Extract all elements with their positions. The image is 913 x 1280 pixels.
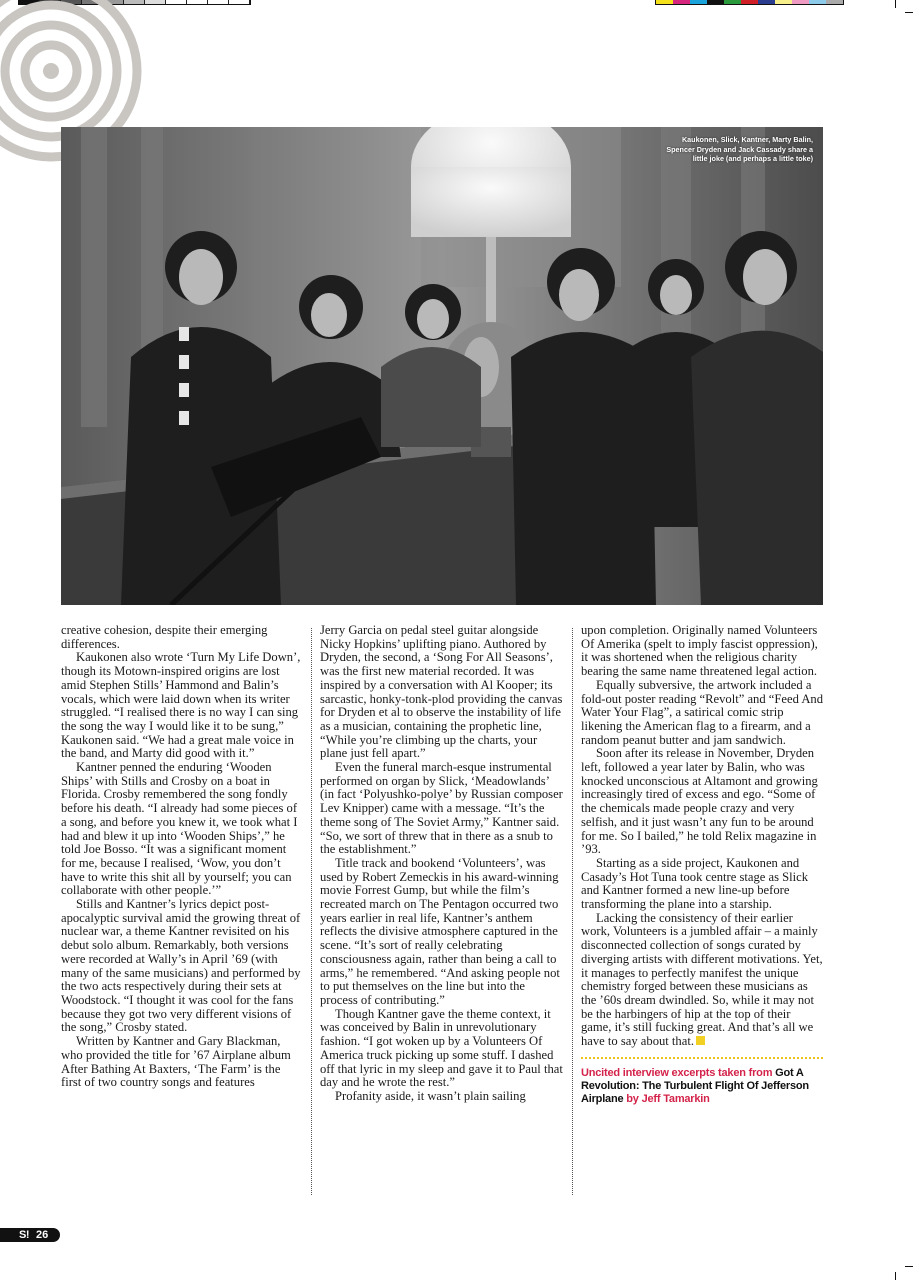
paragraph: Soon after its release in November, Dryden left, followed a year later by Balin, who was knocked unconscious at Altamont and growing increasingly tired of excess and ego. “Some of the chemicals made people crazy and very selfish, and it just wasn’t any fun to be around for me. So I bailed,” he told Relix magazine in ’93. bbox=[581, 746, 818, 857]
paragraph: Kantner penned the enduring ‘Wooden Ships’ with Stills and Crosby on a boat in Florida. Crosby remembered the song fondly before his death. “I already had some pieces of a song, and before you knew it, we took what I had and blew it up into ‘Wooden Ships’,” he told Joe Bosso. “It was a significant moment for me, because I realised, ‘Wow, you don’t have to write this shit all by yourself; you can collaborate with other people.’” bbox=[61, 760, 298, 898]
article-column-2 bbox=[320, 624, 563, 1104]
paragraph: upon completion. Originally named Volunteers Of Amerika (spelt to imply fascist oppression), it was shortened when the religious charity bearing the same name threatened legal action. bbox=[581, 623, 818, 679]
page-folio bbox=[0, 1228, 60, 1242]
band-photo bbox=[61, 127, 823, 605]
crop-mark bbox=[895, 1272, 896, 1280]
column-divider bbox=[311, 628, 312, 1195]
paragraph: Starting as a side project, Kaukonen and Casady’s Hot Tuna took centre stage as Slick and Kantner formed a new line-up before transforming the plane into a starship. bbox=[581, 855, 809, 912]
paragraph: Kaukonen also wrote ‘Turn My Life Down’, though its Motown-inspired origins are lost amid Stephen Stills’ Hammond and Balin’s vocals, which were laid down when its writer struggled. “I realised there is no way I can sing the song the way I would like it to be sung,” Kaukonen said. “We had a great male voice in the band, and Marty did good with it.” bbox=[61, 650, 301, 761]
crop-mark bbox=[905, 12, 913, 13]
source-credit bbox=[581, 1067, 823, 1106]
credit-author: by Jeff Tamarkin bbox=[626, 1092, 710, 1105]
crop-mark bbox=[895, 0, 896, 8]
magazine-logo: S! bbox=[19, 1229, 29, 1241]
paragraph: Title track and bookend ‘Volunteers’, was used by Robert Zemeckis in his award-winning movie Forrest Gump, but while the film’s recreated march on The Pentagon occurred two years earlier in real life, Kantner’s anthem reflects the divisive atmosphere captured in the scene. “It’s sort of really celebrating consciousness again, rather than being a call to arms,” he remembered. “And asking people not to put themselves on the line but into the process of contributing.” bbox=[320, 855, 560, 1007]
paragraph: Though Kantner gave the theme context, it was conceived by Balin in unrevolutionary fashion. “I got woken up by a Volunteers Of America truck picking up some stuff. I dashed off that lyric in my sleep and gave it to Paul that day and he wrote the rest.” bbox=[320, 1006, 563, 1090]
band-photo-illustration bbox=[61, 127, 823, 605]
paragraph: Lacking the consistency of their earlier work, Volunteers is a jumbled affair – a mainly disconnected collection of songs curated by diverging artists with different motivations. Yet, it manages to perfectly manifest the unique chemistry forged between these musicians as the ’60s dream dwindled. So, while it may not be the harbingers of hip at the top of their game, it’s still fucking great. And that’s all we have to say about that. bbox=[581, 910, 823, 1049]
paragraph: Profanity aside, it wasn’t plain sailing bbox=[335, 1088, 526, 1103]
dotted-rule bbox=[581, 1057, 823, 1059]
paragraph: creative cohesion, despite their emerging differences. bbox=[61, 623, 268, 651]
paragraph: Written by Kantner and Gary Blackman, who provided the title for ’67 Airplane album After Bathing At Baxters, ‘The Farm’ is the first of two country songs and features bbox=[61, 1034, 291, 1090]
credit-book-title: Got A Revolution: The Turbulent Flight Of Jefferson Airplane bbox=[581, 1066, 809, 1105]
print-color-bar bbox=[655, 0, 844, 5]
column-divider bbox=[572, 628, 573, 1195]
article-column-1 bbox=[61, 624, 301, 1090]
article-column-3 bbox=[581, 624, 823, 1106]
crop-mark bbox=[905, 1266, 913, 1267]
paragraph: Stills and Kantner’s lyrics depict post-apocalyptic survival amid the growing threat of nuclear war, a theme Kantner revisited on his debut solo album. Remarkably, both versions were recorded at Wally’s in April ’69 (with many of the same musicians) and performed by the two acts respectively during their sets at Woodstock. “I thought it was cool for the fans because they got two very different visions of the song,” Crosby stated. bbox=[61, 897, 301, 1035]
paragraph: Equally subversive, the artwork included a fold-out poster reading “Revolt” and “Feed And Water Your Flag”, a satirical comic strip likening the American flag to a firearm, and a random peanut butter and jam sandwich. bbox=[581, 677, 824, 747]
photo-caption: Kaukonen, Slick, Kantner, Marty Balin, Spencer Dryden and Jack Cassady share a little joke (and perhaps a little toke) bbox=[666, 135, 813, 164]
paragraph: Jerry Garcia on pedal steel guitar alongside Nicky Hopkins’ uplifting piano. Authored by Dryden, the second, a ‘Song For All Seasons’, was the first new material recorded. It was inspired by a conversation with Al Kooper; its sarcastic, honky-tonk-plod providing the canvas for Dryden et al to observe the instability of life as a musician, containing the prophetic line, “While you’re climbing up the charts, your plane just fell apart.” bbox=[320, 623, 563, 761]
page-number: 26 bbox=[36, 1229, 49, 1241]
end-of-article-icon bbox=[696, 1036, 705, 1045]
credit-lead: Uncited interview excerpts taken from bbox=[581, 1066, 773, 1079]
paragraph: Even the funeral march-esque instrumental performed on organ by Slick, ‘Meadowlands’ (in fact ‘Polyushko-polye’ by Russian composer Lev Knipper) came with a message. “It’s the theme song of The Soviet Army,” Kantner said. “So, we sort of threw that in there as a snub to the establishment.” bbox=[320, 760, 563, 857]
